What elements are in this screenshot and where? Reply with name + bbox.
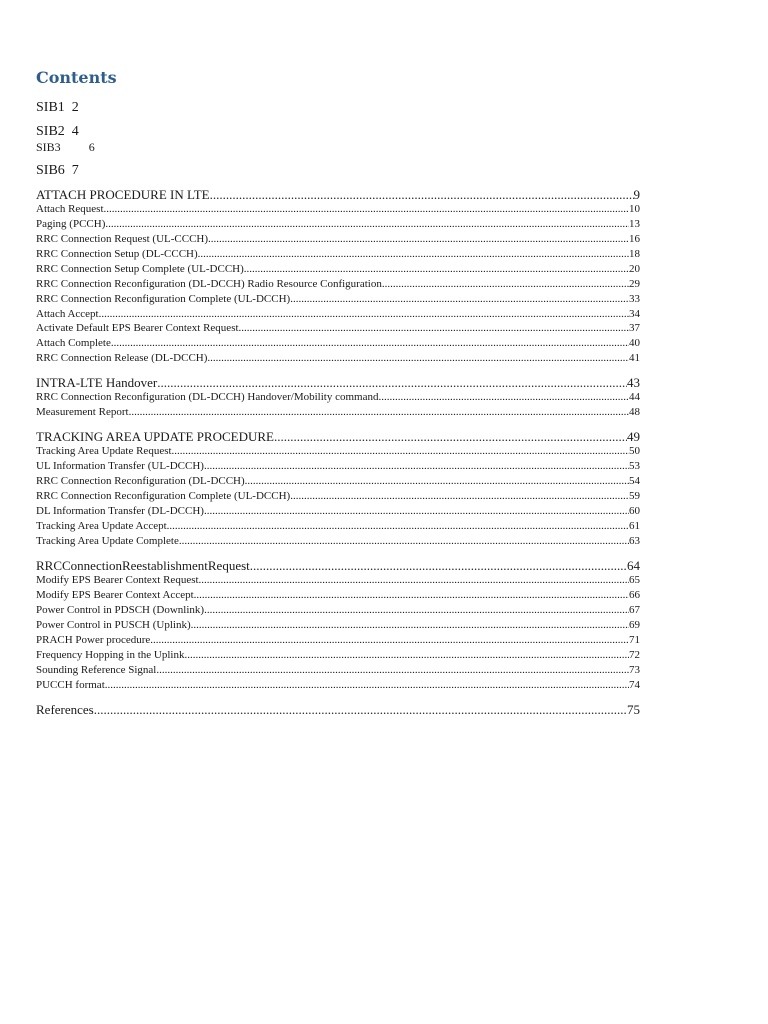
toc-sib-line[interactable] xyxy=(36,140,95,155)
toc-entry-page: 67 xyxy=(629,604,640,616)
toc-leader-dots xyxy=(207,352,629,364)
toc-entry-page: 10 xyxy=(629,203,640,215)
toc-entry-label: Frequency Hopping in the Uplink xyxy=(36,649,185,661)
toc-leader-dots xyxy=(167,520,629,532)
toc-entry-page: 34 xyxy=(629,308,640,320)
toc-entry-page: 18 xyxy=(629,248,640,260)
toc-entry-page: 63 xyxy=(629,535,640,547)
toc-entry-page: 44 xyxy=(629,391,640,403)
toc-entry-label: Modify EPS Bearer Context Request xyxy=(36,574,199,586)
toc-entry-page: 72 xyxy=(629,649,640,661)
toc-entry-label: Activate Default EPS Bearer Context Request xyxy=(36,322,239,334)
toc-entry[interactable] xyxy=(36,337,640,349)
toc-entry-page: 69 xyxy=(629,619,640,631)
toc-entry-page: 43 xyxy=(627,375,640,390)
toc-leader-dots xyxy=(129,406,629,418)
toc-entry-label: Power Control in PDSCH (Downlink) xyxy=(36,604,205,616)
toc-leader-dots xyxy=(204,460,629,472)
toc-entry-page: 60 xyxy=(629,505,640,517)
toc-leader-dots xyxy=(94,702,627,718)
toc-entry-label: SIB3 xyxy=(36,140,61,154)
toc-entry-label: RRC Connection Reconfiguration (DL-DCCH) xyxy=(36,475,245,487)
toc-heading-entry[interactable] xyxy=(36,429,640,445)
toc-leader-dots xyxy=(156,664,629,676)
toc-entry-page: 9 xyxy=(633,187,640,202)
toc-leader-dots xyxy=(105,679,629,691)
toc-leader-dots xyxy=(105,218,629,230)
toc-entry-label: Measurement Report xyxy=(36,406,129,418)
toc-leader-dots xyxy=(244,263,629,275)
toc-entry[interactable] xyxy=(36,203,640,215)
toc-entry[interactable] xyxy=(36,649,640,661)
toc-entry-label: DL Information Transfer (DL-DCCH) xyxy=(36,505,204,517)
toc-entry-label: PUCCH format xyxy=(36,679,105,691)
toc-entry-page: 49 xyxy=(627,429,640,444)
toc-entry-label: RRC Connection Setup Complete (UL-DCCH) xyxy=(36,263,244,275)
toc-entry-label: RRC Connection Reconfiguration (DL-DCCH) Handover/Mobility command xyxy=(36,391,379,403)
toc-entry[interactable] xyxy=(36,218,640,230)
toc-entry[interactable] xyxy=(36,490,640,502)
toc-entry[interactable] xyxy=(36,589,640,601)
toc-entry-page: 61 xyxy=(629,520,640,532)
toc-entry-page: 64 xyxy=(627,558,640,573)
toc-entry[interactable] xyxy=(36,679,640,691)
toc-entry-label: PRACH Power procedure xyxy=(36,634,151,646)
toc-entry-page: 41 xyxy=(629,352,640,364)
toc-entry[interactable] xyxy=(36,352,640,364)
toc-leader-dots xyxy=(274,429,627,445)
toc-leader-dots xyxy=(194,589,629,601)
toc-entry[interactable] xyxy=(36,475,640,487)
toc-leader-dots xyxy=(198,248,629,260)
toc-entry-page: 16 xyxy=(629,233,640,245)
toc-entry-page: 59 xyxy=(629,490,640,502)
page-title: Contents xyxy=(36,68,117,87)
toc-heading-entry[interactable] xyxy=(36,187,640,203)
toc-entry-label: References xyxy=(36,702,94,717)
toc-entry-label: RRC Connection Reconfiguration (DL-DCCH) Radio Resource Configuration xyxy=(36,278,382,290)
toc-entry[interactable] xyxy=(36,278,640,290)
toc-leader-dots xyxy=(210,187,634,203)
toc-entry-page: 33 xyxy=(629,293,640,305)
toc-entry[interactable] xyxy=(36,233,640,245)
toc-heading-entry[interactable] xyxy=(36,702,640,718)
toc-entry-label: RRC Connection Setup (DL-CCCH) xyxy=(36,248,198,260)
toc-entry-page: 75 xyxy=(627,702,640,717)
toc-entry-page: 2 xyxy=(71,100,79,115)
toc-entry-label: Sounding Reference Signal xyxy=(36,664,157,676)
toc-entry-label: RRC Connection Release (DL-DCCH) xyxy=(36,352,208,364)
toc-entry-label: RRC Connection Reconfiguration Complete (UL-DCCH) xyxy=(36,293,291,305)
toc-entry[interactable] xyxy=(36,535,640,547)
toc-entry[interactable] xyxy=(36,406,640,418)
toc-entry-label: Attach Request xyxy=(36,203,104,215)
toc-entry-label: SIB1 xyxy=(36,100,65,115)
toc-entry-page: 50 xyxy=(629,445,640,457)
toc-entry-label: TRACKING AREA UPDATE PROCEDURE xyxy=(36,429,274,444)
toc-entry-label: SIB6 xyxy=(36,163,65,178)
toc-leader-dots xyxy=(208,233,629,245)
toc-leader-dots xyxy=(111,337,629,349)
toc-entry[interactable] xyxy=(36,391,640,403)
toc-leader-dots xyxy=(378,391,629,403)
toc-entry-label: UL Information Transfer (UL-DCCH) xyxy=(36,460,204,472)
toc-entry-page: 40 xyxy=(629,337,640,349)
toc-entry-label: Attach Complete xyxy=(36,337,111,349)
toc-entry-page: 66 xyxy=(629,589,640,601)
toc-heading-entry[interactable] xyxy=(36,375,640,391)
toc-entry-label: Tracking Area Update Accept xyxy=(36,520,167,532)
toc-entry-page: 4 xyxy=(71,124,79,139)
toc-entry-label: Modify EPS Bearer Context Accept xyxy=(36,589,194,601)
toc-entry[interactable] xyxy=(36,308,640,320)
toc-entry-page: 29 xyxy=(629,278,640,290)
toc-entry-label: SIB2 xyxy=(36,124,65,139)
toc-entry[interactable] xyxy=(36,263,640,275)
toc-leader-dots xyxy=(245,475,629,487)
toc-leader-dots xyxy=(157,375,627,391)
toc-entry[interactable] xyxy=(36,619,640,631)
toc-entry[interactable] xyxy=(36,574,640,586)
toc-entry-page: 54 xyxy=(629,475,640,487)
toc-leader-dots xyxy=(179,535,629,547)
toc-entry[interactable] xyxy=(36,248,640,260)
toc-entry[interactable] xyxy=(36,604,640,616)
toc-leader-dots xyxy=(191,619,629,631)
toc-leader-dots xyxy=(99,308,629,320)
toc-entry-label: Tracking Area Update Complete xyxy=(36,535,179,547)
toc-sib-line[interactable] xyxy=(36,100,79,116)
toc-leader-dots xyxy=(382,278,629,290)
toc-entry-page: 6 xyxy=(88,140,95,154)
toc-entry-page: 20 xyxy=(629,263,640,275)
toc-entry-label: Attach Accept xyxy=(36,308,99,320)
toc-entry[interactable] xyxy=(36,445,640,457)
toc-entry[interactable] xyxy=(36,520,640,532)
toc-leader-dots xyxy=(250,558,627,574)
toc-entry-page: 71 xyxy=(629,634,640,646)
toc-entry[interactable] xyxy=(36,634,640,646)
toc-leader-dots xyxy=(204,604,629,616)
toc-leader-dots xyxy=(239,322,629,334)
toc-sib-line[interactable] xyxy=(36,124,79,140)
document-page xyxy=(36,0,640,1024)
toc-entry-label: RRC Connection Request (UL-CCCH) xyxy=(36,233,209,245)
toc-leader-dots xyxy=(290,490,629,502)
toc-entry[interactable] xyxy=(36,505,640,517)
toc-sib-line[interactable] xyxy=(36,163,79,179)
toc-entry-page: 53 xyxy=(629,460,640,472)
toc-leader-dots xyxy=(184,649,629,661)
toc-entry-page: 7 xyxy=(71,163,79,178)
toc-leader-dots xyxy=(172,445,629,457)
toc-entry-label: Power Control in PUSCH (Uplink) xyxy=(36,619,191,631)
toc-entry-label: RRCConnectionReestablishmentRequest xyxy=(36,558,250,573)
toc-entry-label: RRC Connection Reconfiguration Complete (UL-DCCH) xyxy=(36,490,291,502)
toc-entry-page: 37 xyxy=(629,322,640,334)
toc-entry-page: 65 xyxy=(629,574,640,586)
toc-entry[interactable] xyxy=(36,322,640,334)
toc-leader-dots xyxy=(204,505,629,517)
toc-leader-dots xyxy=(290,293,629,305)
toc-leader-dots xyxy=(150,634,629,646)
toc-entry[interactable] xyxy=(36,293,640,305)
toc-leader-dots xyxy=(199,574,629,586)
toc-entry-label: Tracking Area Update Request xyxy=(36,445,172,457)
toc-entry-label: INTRA-LTE Handover xyxy=(36,375,158,390)
toc-entry-label: ATTACH PROCEDURE IN LTE xyxy=(36,187,210,202)
toc-entry-page: 73 xyxy=(629,664,640,676)
toc-entry-label: Paging (PCCH) xyxy=(36,218,106,230)
toc-entry-page: 48 xyxy=(629,406,640,418)
toc-leader-dots xyxy=(104,203,629,215)
toc-entry-page: 74 xyxy=(629,679,640,691)
toc-entry[interactable] xyxy=(36,460,640,472)
toc-heading-entry[interactable] xyxy=(36,558,640,574)
toc-entry[interactable] xyxy=(36,664,640,676)
toc-entry-page: 13 xyxy=(629,218,640,230)
